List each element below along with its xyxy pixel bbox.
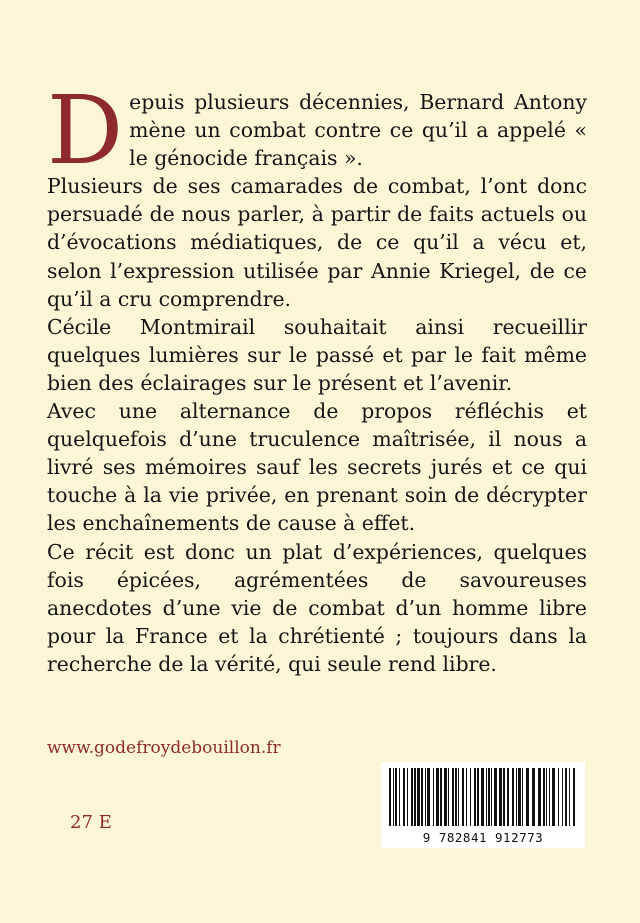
barcode-bar — [455, 768, 457, 826]
barcode-bar — [518, 768, 521, 826]
barcode-bar — [414, 768, 416, 826]
paragraph-1-text: epuis plusieurs décennies, Bernard Antony mène un combat contre ce qu’il a appelé « le génocide français ». — [129, 90, 587, 171]
drop-cap-letter: D — [47, 76, 124, 186]
barcode-bar — [458, 768, 459, 826]
barcode-bar — [448, 768, 449, 826]
barcode-bar — [470, 768, 471, 826]
barcode-bar — [427, 768, 430, 826]
barcode-bar — [393, 768, 394, 826]
barcode-bar — [538, 768, 541, 826]
barcode-bar — [436, 768, 439, 826]
paragraph-1 — [47, 76, 587, 186]
barcode-bar — [389, 768, 391, 826]
barcode-bar — [399, 768, 400, 826]
barcode-bar — [452, 768, 454, 826]
barcode-bar — [569, 768, 570, 826]
barcode-bar — [466, 768, 467, 826]
paragraph-3: Cécile Montmirail souhaitait ainsi recueillir quelques lumières sur le passé et par le fait même bien des éclairages sur le présent et l’avenir. — [47, 314, 587, 395]
barcode-bar — [481, 768, 484, 826]
barcode-bar — [526, 768, 529, 826]
barcode-bar — [503, 768, 505, 826]
barcode-bar — [522, 768, 523, 826]
barcode-bar — [395, 768, 397, 826]
barcode-bar — [543, 768, 545, 826]
paragraph-4: Avec une alternance de propos réfléchis et quelquefois d’une truculence maîtrisée, il nous a livré ses mémoires sauf les secrets jurés et ce qui touche à la vie privée, en prenant soin de décrypter les enchaînements de cause à effet. — [47, 399, 587, 536]
barcode-bar — [474, 768, 476, 826]
barcode-digits: 9 782841 912773 — [422, 830, 544, 845]
barcode-bar — [433, 768, 434, 826]
barcode-bar — [512, 768, 514, 826]
isbn-barcode — [381, 762, 585, 848]
barcode-bar — [403, 768, 405, 826]
barcode-bar — [558, 768, 559, 826]
barcode-bar — [565, 768, 567, 826]
barcode-bar — [488, 768, 490, 826]
barcode-bar — [417, 768, 420, 826]
barcode-bar — [549, 768, 550, 826]
barcode-bar — [562, 768, 563, 826]
barcode-bars-graphic — [381, 762, 585, 828]
back-cover-text — [47, 76, 587, 678]
barcode-bar — [507, 768, 509, 826]
barcode-bar — [546, 768, 547, 826]
publisher-website[interactable]: www.godefroydebouillon.fr — [47, 738, 281, 758]
barcode-bar — [499, 768, 502, 826]
barcode-bar — [444, 768, 447, 826]
barcode-bar — [477, 768, 479, 826]
barcode-bar — [411, 768, 413, 826]
paragraph-2: Plusieurs de ses camarades de combat, l’ont donc persuadé de nous parler, à partir de faits actuels ou d’évocations médiatiques, de ce qu’il a vécu et, selon l’expression utilisée par Annie Kriegel, de ce qu’il a cru comprendre. — [47, 174, 587, 311]
barcode-bar — [421, 768, 423, 826]
barcode-bar — [440, 768, 442, 826]
barcode-bar — [486, 768, 487, 826]
barcode-bar — [494, 768, 497, 826]
barcode-bar — [552, 768, 555, 826]
barcode-bar — [425, 768, 426, 826]
barcode-bar — [462, 768, 464, 826]
barcode-bar — [573, 768, 575, 826]
barcode-bar — [491, 768, 492, 826]
barcode-bar — [407, 768, 408, 826]
price-label: 27 E — [70, 812, 112, 833]
barcode-bar — [532, 768, 535, 826]
paragraph-5: Ce récit est donc un plat d’expériences, quelques fois épicées, agrémentées de savoureuses anecdotes d’une vie de combat d’un homme libre pour la France et la chrétienté ; toujours dans la recherche de la vérité, qui seule rend libre. — [47, 539, 587, 676]
barcode-bar — [516, 768, 517, 826]
